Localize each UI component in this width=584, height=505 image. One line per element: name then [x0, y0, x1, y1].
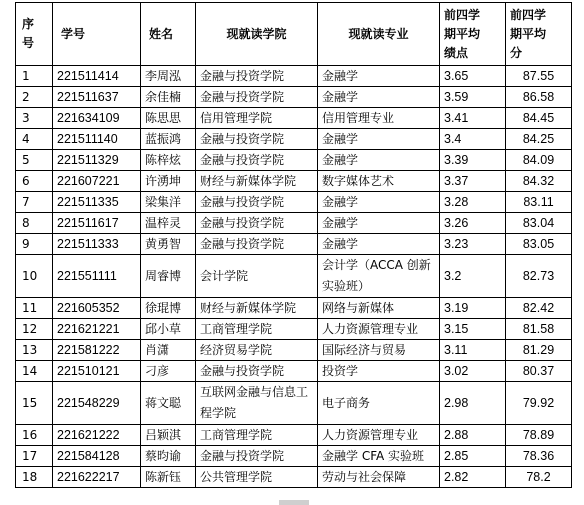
table-row — [16, 319, 572, 340]
row-name: 陈梓炫 — [141, 150, 196, 171]
row-gpa: 2.85 — [440, 446, 506, 467]
row-gpa: 3.28 — [440, 192, 506, 213]
row-major: 投资学 — [318, 361, 440, 382]
row-college: 工商管理学院 — [196, 425, 318, 446]
row-seq: 5 — [16, 150, 53, 171]
row-name: 蓝振鸿 — [141, 129, 196, 150]
row-name: 黄勇智 — [141, 234, 196, 255]
row-gpa: 2.88 — [440, 425, 506, 446]
row-seq: 14 — [16, 361, 53, 382]
row-major: 金融学 — [318, 66, 440, 87]
row-seq: 8 — [16, 213, 53, 234]
table-row — [16, 467, 572, 488]
row-major: 金融学 — [318, 87, 440, 108]
row-college: 会计学院 — [196, 255, 318, 298]
row-name: 蒋文聪 — [141, 382, 196, 425]
row-gpa: 3.41 — [440, 108, 506, 129]
row-name: 许湧坤 — [141, 171, 196, 192]
row-student-id: 221511414 — [53, 66, 141, 87]
row-seq: 18 — [16, 467, 53, 488]
row-student-id: 221511637 — [53, 87, 141, 108]
row-avg-score: 81.58 — [506, 319, 572, 340]
table-row — [16, 361, 572, 382]
header-college-label: 现就读学院 — [226, 26, 287, 41]
row-gpa: 3.2 — [440, 255, 506, 298]
row-major: 劳动与社会保障 — [318, 467, 440, 488]
row-gpa: 3.15 — [440, 319, 506, 340]
row-college: 金融与投资学院 — [196, 361, 318, 382]
table-row — [16, 425, 572, 446]
row-major: 人力资源管理专业 — [318, 319, 440, 340]
row-college: 金融与投资学院 — [196, 213, 318, 234]
row-avg-score: 81.29 — [506, 340, 572, 361]
row-student-id: 221622217 — [53, 467, 141, 488]
row-gpa: 3.11 — [440, 340, 506, 361]
row-college: 金融与投资学院 — [196, 129, 318, 150]
row-gpa: 3.26 — [440, 213, 506, 234]
row-college: 信用管理学院 — [196, 108, 318, 129]
row-college: 经济贸易学院 — [196, 340, 318, 361]
header-major-label: 现就读专业 — [348, 26, 409, 41]
row-name: 余佳楠 — [141, 87, 196, 108]
row-seq: 6 — [16, 171, 53, 192]
row-avg-score: 84.45 — [506, 108, 572, 129]
table-body — [16, 66, 572, 488]
row-name: 邱小草 — [141, 319, 196, 340]
row-gpa: 3.02 — [440, 361, 506, 382]
row-name: 陈新钰 — [141, 467, 196, 488]
row-college: 金融与投资学院 — [196, 87, 318, 108]
row-college: 财经与新媒体学院 — [196, 171, 318, 192]
row-gpa: 2.98 — [440, 382, 506, 425]
row-gpa: 3.39 — [440, 150, 506, 171]
row-college: 金融与投资学院 — [196, 446, 318, 467]
row-avg-score: 78.36 — [506, 446, 572, 467]
row-gpa: 3.19 — [440, 298, 506, 319]
row-name: 徐琨博 — [141, 298, 196, 319]
table-row — [16, 340, 572, 361]
row-name: 陈思思 — [141, 108, 196, 129]
row-seq: 15 — [16, 382, 53, 425]
row-major: 数字媒体艺术 — [318, 171, 440, 192]
row-seq: 4 — [16, 129, 53, 150]
row-name: 温梓灵 — [141, 213, 196, 234]
row-major: 金融学 — [318, 192, 440, 213]
header-college — [196, 3, 318, 66]
row-avg-score: 84.25 — [506, 129, 572, 150]
row-college: 金融与投资学院 — [196, 66, 318, 87]
row-major: 金融学 — [318, 213, 440, 234]
row-avg-score: 84.32 — [506, 171, 572, 192]
row-name: 肖潇 — [141, 340, 196, 361]
row-college: 财经与新媒体学院 — [196, 298, 318, 319]
header-student-id-label: 学号 — [61, 26, 86, 41]
header-student-id — [53, 3, 141, 66]
row-student-id: 221511140 — [53, 129, 141, 150]
header-avg-score-label: 前四学 期平均 分 — [510, 7, 547, 60]
row-avg-score: 78.2 — [506, 467, 572, 488]
header-seq-label: 序 号 — [22, 17, 35, 50]
row-seq: 12 — [16, 319, 53, 340]
row-seq: 16 — [16, 425, 53, 446]
row-avg-score: 82.42 — [506, 298, 572, 319]
header-name-label: 姓名 — [149, 26, 174, 41]
row-student-id: 221581222 — [53, 340, 141, 361]
row-seq: 3 — [16, 108, 53, 129]
row-name: 李周泓 — [141, 66, 196, 87]
table-row — [16, 66, 572, 87]
ranking-table — [15, 2, 572, 488]
row-major: 国际经济与贸易 — [318, 340, 440, 361]
table-row — [16, 298, 572, 319]
row-gpa: 3.23 — [440, 234, 506, 255]
row-seq: 7 — [16, 192, 53, 213]
row-student-id: 221607221 — [53, 171, 141, 192]
table-row — [16, 129, 572, 150]
row-college: 公共管理学院 — [196, 467, 318, 488]
row-seq: 11 — [16, 298, 53, 319]
table-row — [16, 446, 572, 467]
table-row — [16, 87, 572, 108]
row-name: 周睿博 — [141, 255, 196, 298]
row-college: 金融与投资学院 — [196, 192, 318, 213]
row-student-id: 221548229 — [53, 382, 141, 425]
row-seq: 1 — [16, 66, 53, 87]
row-major: 电子商务 — [318, 382, 440, 425]
row-name: 蔡昀谕 — [141, 446, 196, 467]
row-student-id: 221605352 — [53, 298, 141, 319]
row-seq: 17 — [16, 446, 53, 467]
row-student-id: 221511617 — [53, 213, 141, 234]
table-row — [16, 108, 572, 129]
row-major: 会计学（ACCA 创新实验班） — [318, 255, 440, 298]
row-avg-score: 78.89 — [506, 425, 572, 446]
row-gpa: 3.65 — [440, 66, 506, 87]
row-avg-score: 79.92 — [506, 382, 572, 425]
table-row — [16, 192, 572, 213]
header-major — [318, 3, 440, 66]
row-avg-score: 86.58 — [506, 87, 572, 108]
row-avg-score: 87.55 — [506, 66, 572, 87]
row-student-id: 221584128 — [53, 446, 141, 467]
row-name: 刁彦 — [141, 361, 196, 382]
row-avg-score: 83.05 — [506, 234, 572, 255]
row-college: 互联网金融与信息工程学院 — [196, 382, 318, 425]
row-major: 网络与新媒体 — [318, 298, 440, 319]
row-major: 信用管理专业 — [318, 108, 440, 129]
row-college: 金融与投资学院 — [196, 150, 318, 171]
table-row — [16, 171, 572, 192]
table-header-row — [16, 3, 572, 66]
table-row — [16, 255, 572, 298]
row-avg-score: 82.73 — [506, 255, 572, 298]
row-student-id: 221511335 — [53, 192, 141, 213]
table-row — [16, 382, 572, 425]
page-bottom-mark — [279, 500, 309, 505]
header-gpa-label: 前四学 期平均 绩点 — [444, 7, 481, 60]
table-row — [16, 150, 572, 171]
header-avg-score — [506, 3, 572, 66]
row-major: 人力资源管理专业 — [318, 425, 440, 446]
row-major: 金融学 — [318, 234, 440, 255]
row-avg-score: 83.11 — [506, 192, 572, 213]
row-seq: 13 — [16, 340, 53, 361]
header-seq — [16, 3, 53, 66]
table-row — [16, 234, 572, 255]
row-seq: 2 — [16, 87, 53, 108]
row-name: 梁集洋 — [141, 192, 196, 213]
table-row — [16, 213, 572, 234]
row-seq: 10 — [16, 255, 53, 298]
row-major: 金融学 — [318, 129, 440, 150]
row-student-id: 221511333 — [53, 234, 141, 255]
row-student-id: 221510121 — [53, 361, 141, 382]
row-student-id: 221634109 — [53, 108, 141, 129]
row-student-id: 221551111 — [53, 255, 141, 298]
row-student-id: 221511329 — [53, 150, 141, 171]
row-student-id: 221621221 — [53, 319, 141, 340]
row-avg-score: 84.09 — [506, 150, 572, 171]
row-gpa: 3.4 — [440, 129, 506, 150]
row-major: 金融学 CFA 实验班 — [318, 446, 440, 467]
row-college: 金融与投资学院 — [196, 234, 318, 255]
header-gpa — [440, 3, 506, 66]
header-name — [141, 3, 196, 66]
row-seq: 9 — [16, 234, 53, 255]
row-avg-score: 83.04 — [506, 213, 572, 234]
row-college: 工商管理学院 — [196, 319, 318, 340]
row-major: 金融学 — [318, 150, 440, 171]
row-gpa: 3.59 — [440, 87, 506, 108]
row-avg-score: 80.37 — [506, 361, 572, 382]
row-student-id: 221621222 — [53, 425, 141, 446]
row-gpa: 2.82 — [440, 467, 506, 488]
row-gpa: 3.37 — [440, 171, 506, 192]
row-name: 吕颖淇 — [141, 425, 196, 446]
